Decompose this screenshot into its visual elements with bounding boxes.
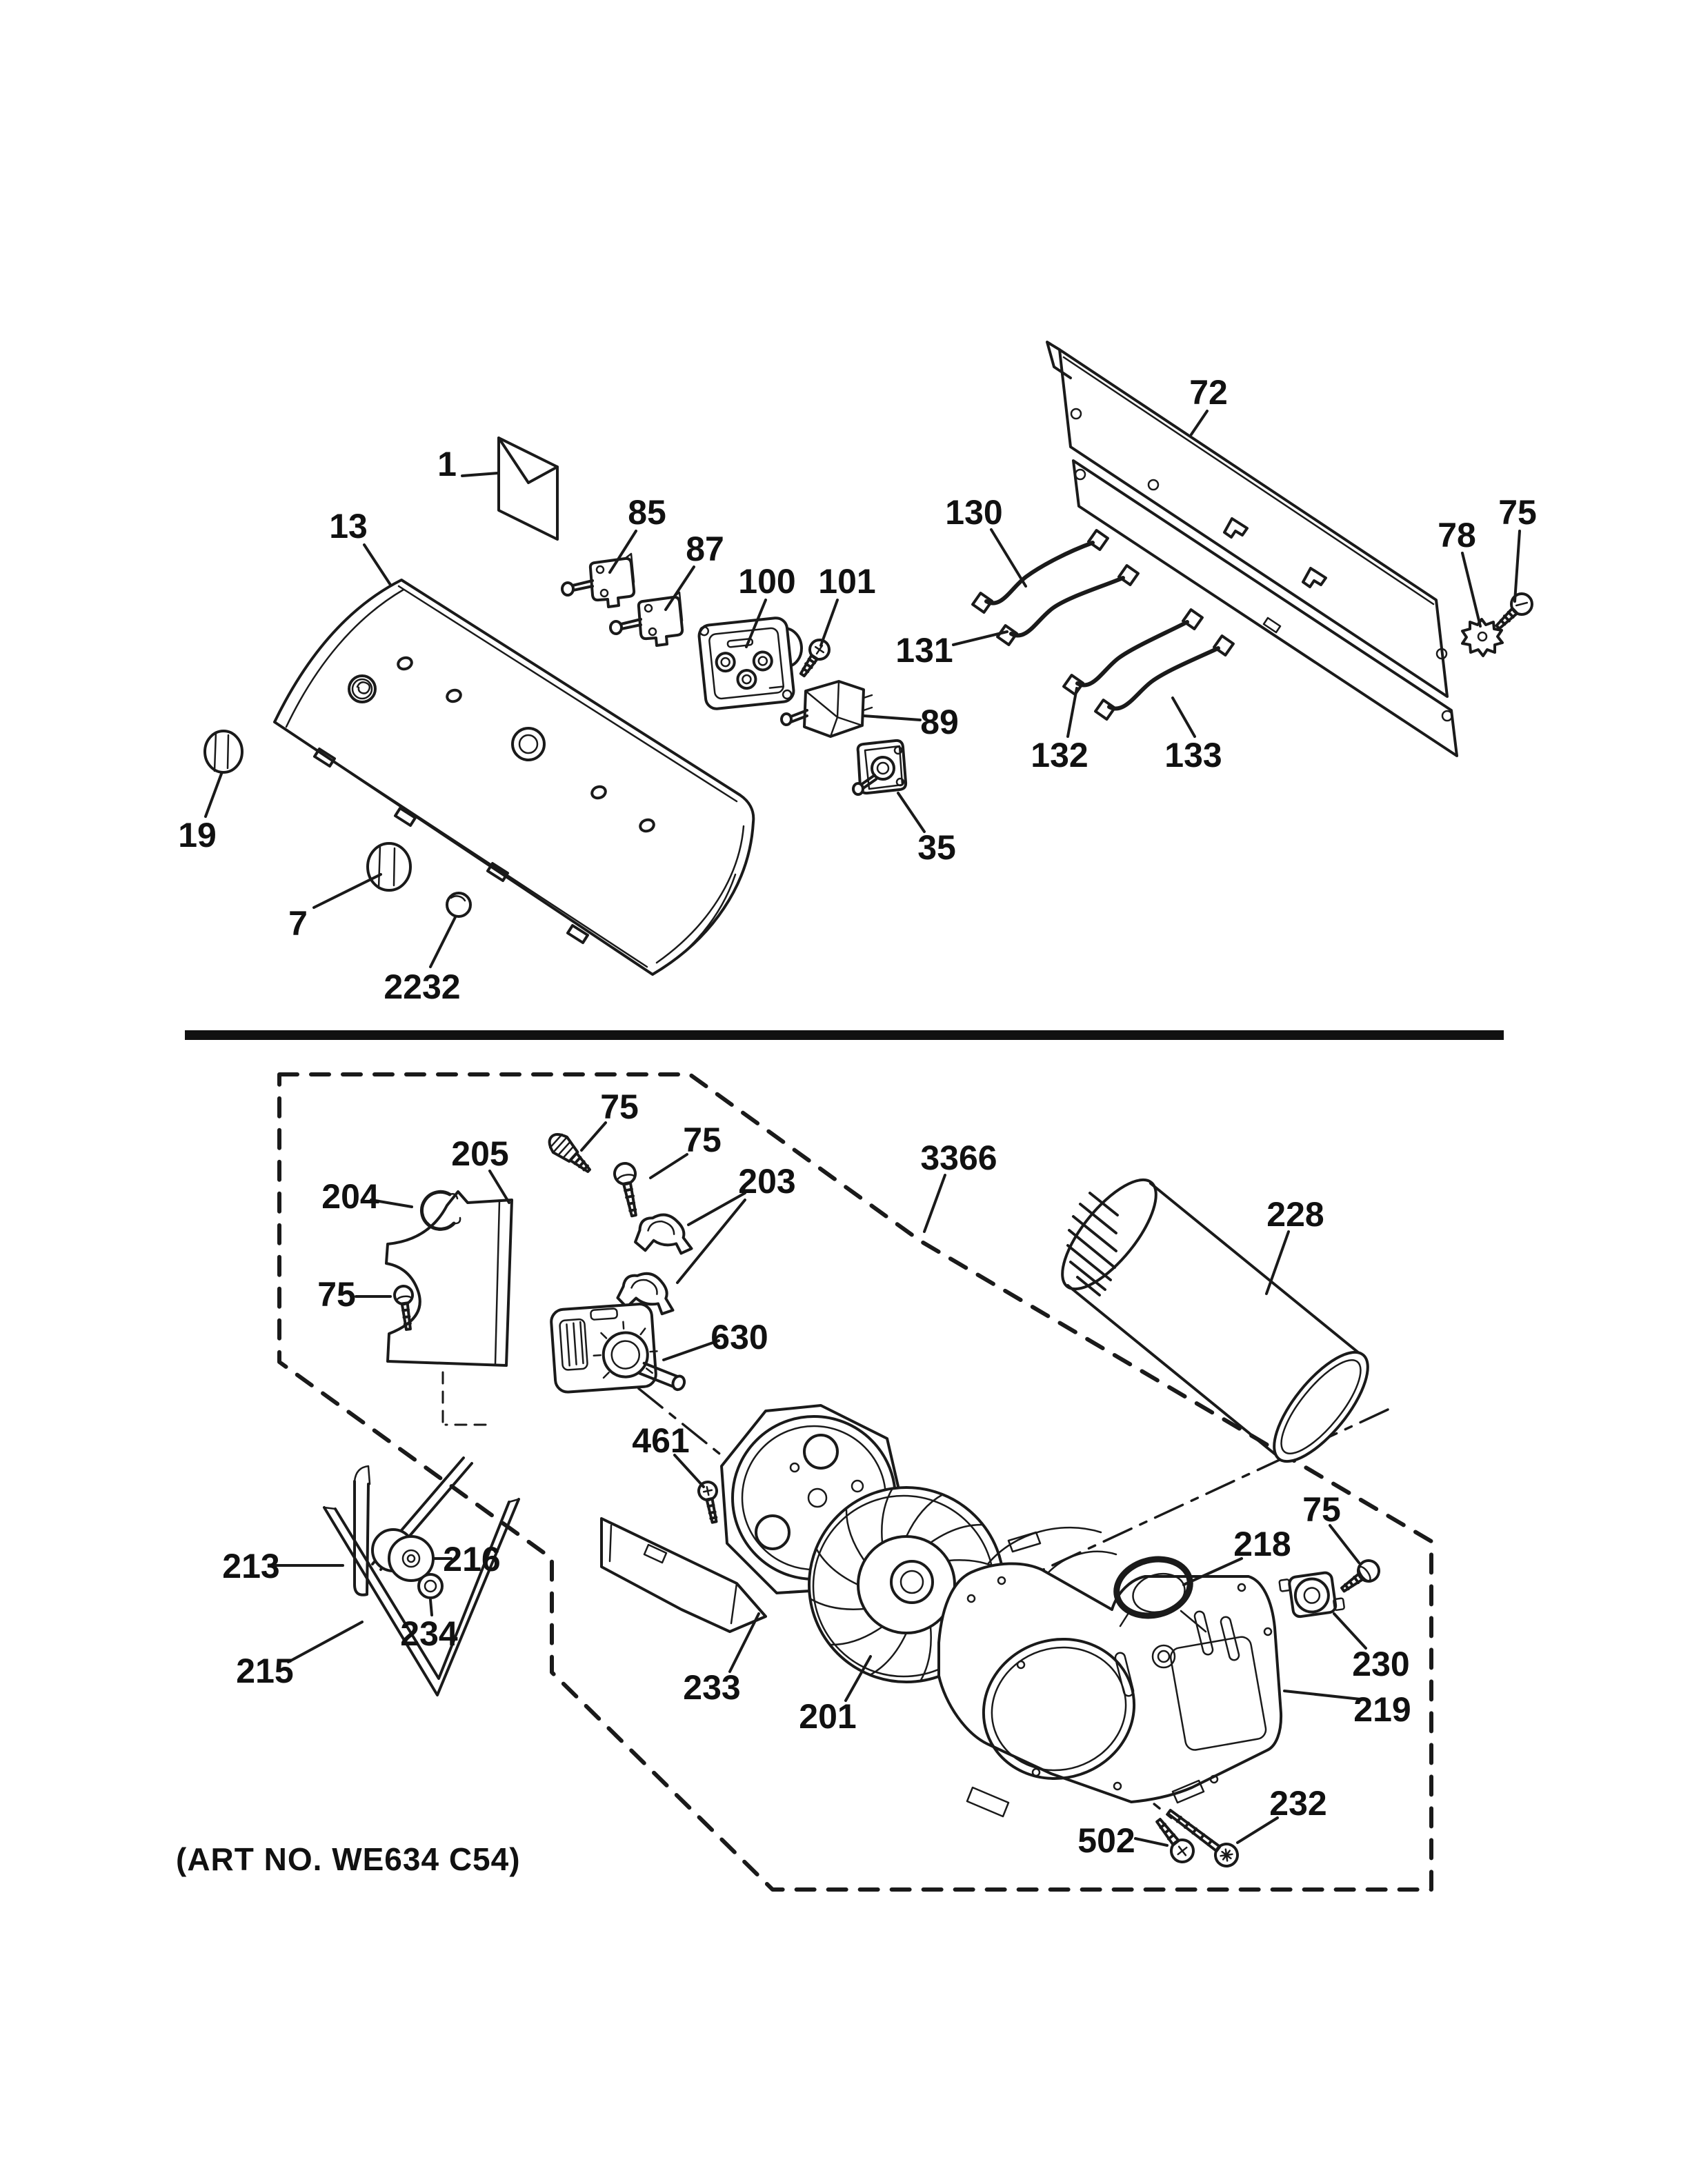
part-label-87: 87	[686, 530, 724, 568]
drive-motor-630	[550, 1301, 687, 1400]
thermostat-230	[1279, 1571, 1344, 1619]
part-label-201: 201	[799, 1697, 857, 1736]
leader-89	[864, 716, 920, 720]
part-label-75: 75	[1302, 1490, 1341, 1529]
leader-219	[1284, 1691, 1360, 1699]
leader-215	[288, 1622, 362, 1662]
idler-pulley-216	[372, 1530, 433, 1581]
leader-19	[206, 774, 221, 817]
knob-19	[205, 731, 242, 772]
part-label-1: 1	[437, 445, 457, 483]
part-label-630: 630	[710, 1318, 768, 1356]
rear-panel-72	[1047, 342, 1457, 756]
exhaust-duct-228	[1046, 1166, 1383, 1476]
part-label-3366: 3366	[920, 1139, 997, 1177]
washer-234	[419, 1574, 442, 1598]
section-divider	[185, 1030, 1504, 1040]
part-label-75: 75	[317, 1275, 356, 1314]
leader-35	[898, 793, 924, 832]
leader-72	[1191, 411, 1207, 434]
part-label-203: 203	[738, 1162, 796, 1201]
blower-housing-219	[939, 1527, 1281, 1816]
part-label-72: 72	[1189, 373, 1228, 412]
leader-75	[650, 1154, 687, 1178]
leader-230	[1334, 1614, 1366, 1648]
part-label-2232: 2232	[384, 968, 461, 1006]
part-label-100: 100	[738, 562, 796, 601]
part-label-216: 216	[443, 1540, 501, 1579]
clamp-203-upper	[635, 1212, 696, 1257]
part-label-131: 131	[895, 631, 953, 670]
part-label-232: 232	[1269, 1784, 1327, 1823]
leader-205	[490, 1171, 509, 1203]
part-label-101: 101	[818, 562, 876, 601]
leader-234	[430, 1600, 432, 1615]
leader-78	[1462, 553, 1480, 626]
part-label-219: 219	[1353, 1690, 1411, 1729]
switch-89	[782, 681, 872, 737]
part-label-85: 85	[628, 493, 666, 532]
part-label-7: 7	[288, 904, 308, 943]
part-label-89: 89	[920, 703, 959, 741]
screw-461	[697, 1481, 724, 1524]
leader-2232	[430, 917, 455, 967]
part-label-234: 234	[400, 1614, 458, 1653]
part-label-130: 130	[945, 493, 1003, 532]
screw-502	[1150, 1814, 1198, 1866]
part-label-461: 461	[632, 1421, 690, 1460]
literature-envelope	[499, 438, 557, 539]
part-label-228: 228	[1266, 1195, 1324, 1234]
part-label-75: 75	[683, 1121, 722, 1159]
part-label-213: 213	[222, 1547, 280, 1585]
screw-75-b	[613, 1161, 644, 1218]
part-label-75: 75	[1498, 493, 1537, 532]
leader-75	[1515, 531, 1520, 601]
part-label-233: 233	[683, 1668, 741, 1707]
leader-13	[364, 545, 390, 585]
part-label-35: 35	[917, 828, 956, 867]
part-label-215: 215	[236, 1652, 294, 1690]
screw-75-a	[544, 1129, 595, 1178]
screw-75-top-right	[1491, 590, 1536, 634]
part-label-78: 78	[1438, 516, 1476, 554]
leader-3366	[924, 1175, 945, 1232]
part-label-204: 204	[321, 1177, 379, 1216]
leader-502	[1135, 1839, 1167, 1845]
knob-7	[368, 843, 410, 890]
part-label-75: 75	[600, 1088, 639, 1126]
switch-85	[562, 554, 634, 607]
part-label-132: 132	[1031, 736, 1088, 774]
leader-75	[1330, 1525, 1359, 1563]
leader-101	[821, 600, 837, 645]
leader-228	[1266, 1232, 1289, 1294]
leader-130	[991, 530, 1026, 586]
part-label-19: 19	[178, 816, 217, 854]
part-label-205: 205	[451, 1134, 509, 1173]
part-label-13: 13	[329, 507, 368, 545]
bracket-205	[386, 1192, 512, 1365]
part-label-218: 218	[1233, 1525, 1291, 1563]
part-label-502: 502	[1077, 1821, 1135, 1860]
art-number-text: (ART NO. WE634 C54)	[176, 1841, 521, 1877]
control-panel-backsplash	[275, 580, 753, 974]
switch-35	[853, 741, 906, 794]
leader-132	[1068, 688, 1077, 737]
leader-1	[462, 473, 498, 476]
part-label-230: 230	[1352, 1645, 1410, 1683]
leader-133	[1173, 698, 1195, 737]
part-label-133: 133	[1164, 736, 1222, 774]
leader-7	[314, 874, 381, 908]
leader-75	[581, 1123, 606, 1150]
cap-2232	[447, 893, 470, 916]
